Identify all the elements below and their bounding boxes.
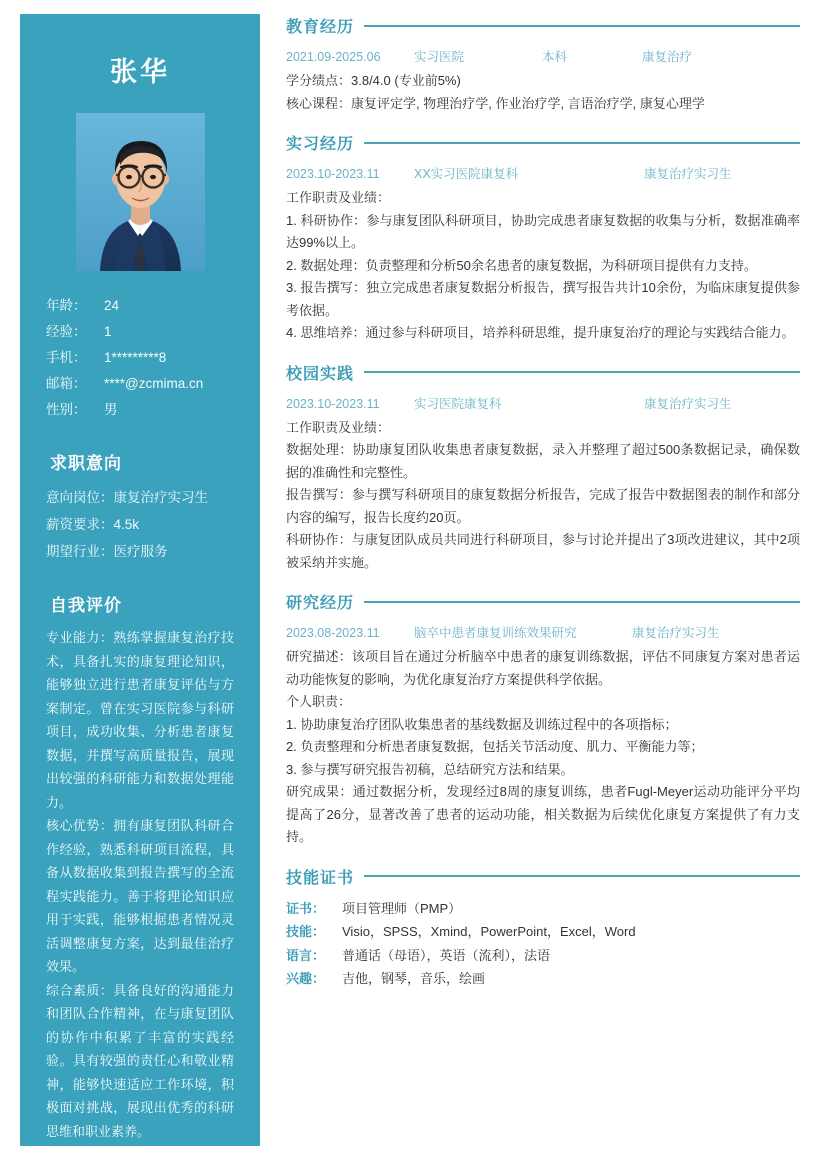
info-label-experience: 经验：	[46, 324, 87, 339]
objective-industry: 期望行业：医疗服务	[46, 544, 168, 559]
objective-position: 意向岗位：康复治疗实习生	[46, 490, 208, 505]
campus-meta-row	[286, 393, 800, 415]
internship-role: 康复治疗实习生	[644, 167, 732, 181]
info-row-experience	[46, 319, 234, 345]
internship-date: 2023.10-2023.11	[286, 167, 380, 181]
personal-info-list	[46, 293, 234, 423]
education-meta-row	[286, 46, 800, 68]
education-degree: 本科	[542, 50, 568, 64]
info-value-age: 24	[104, 298, 120, 313]
skill-row-interest	[286, 967, 800, 991]
research-line-0: 研究描述：该项目旨在通过分析脑卒中患者的康复训练数据，评估不同康复方案对患者运动功能恢复的影响，为优化康复治疗方案提供科学依据。	[286, 649, 800, 687]
research-project: 脑卒中患者康复训练效果研究	[414, 626, 577, 640]
skill-value-interest: 吉他，钢琴，音乐，绘画	[342, 971, 486, 986]
section-title-research: 研究经历	[286, 595, 355, 612]
objective-salary: 薪资要求：4.5k	[46, 517, 140, 532]
campus-org: 实习医院康复科	[414, 396, 502, 411]
education-date: 2021.09-2025.06	[286, 50, 381, 64]
section-research	[286, 590, 800, 849]
skill-value-language: 普通话（母语），英语（流利），法语	[342, 947, 551, 963]
info-row-age	[46, 293, 234, 319]
research-line-5: 研究成果：通过数据分析，发现经过8周的康复训练，患者Fugl-Meyer运动功能评分平均提高了26分，显著改善了患者的运动功能，相关数据为后续优化康复方案提供了有力支持。	[286, 784, 800, 844]
skill-row-certificate	[286, 897, 800, 921]
section-header-skills	[286, 865, 800, 888]
skill-label-software: 技能：	[286, 924, 326, 939]
internship-meta-row	[286, 163, 800, 185]
internship-line-1: 1. 科研协作：参与康复团队科研项目，协助完成患者康复数据的收集与分析，数据准确率达99%以上。	[286, 212, 800, 250]
info-row-gender	[46, 397, 234, 423]
campus-role: 康复治疗实习生	[644, 396, 732, 411]
education-school: 实习医院	[414, 50, 465, 64]
section-rule-campus-practice	[364, 371, 800, 373]
skill-label-interest: 兴趣：	[286, 971, 326, 986]
info-label-age: 年龄：	[46, 298, 87, 313]
campus-line-1: 数据处理：协助康复团队收集患者康复数据，录入并整理了超过500条数据记录，确保数据的准确性和完整性。	[286, 442, 800, 480]
campus-line-0: 工作职责及业绩：	[286, 419, 391, 435]
sidebar	[20, 14, 260, 1146]
internship-line-2: 2. 数据处理：负责整理和分析50余名患者的康复数据，为科研项目提供有力支持。	[286, 257, 757, 273]
skill-row-language	[286, 944, 800, 968]
info-label-phone: 手机：	[46, 350, 87, 365]
info-value-email: ****@zcmima.cn	[104, 376, 204, 391]
self-evaluation-heading: 自我评价	[50, 596, 122, 615]
internship-org: XX实习医院康复科	[414, 167, 519, 181]
internship-line-0: 工作职责及业绩：	[286, 190, 391, 205]
section-rule-education	[364, 25, 800, 27]
section-title-campus-practice: 校园实践	[286, 365, 355, 383]
section-header-education	[286, 14, 800, 37]
education-gpa: 学分绩点：3.8/4.0 (专业前5%)	[286, 73, 461, 88]
info-value-gender: 男	[104, 402, 118, 417]
education-courses: 核心课程：康复评定学, 物理治疗学, 作业治疗学, 言语治疗学, 康复心理学	[286, 95, 705, 111]
research-line-3: 2. 负责整理和分析患者康复数据，包括关节活动度、肌力、平衡能力等；	[286, 739, 704, 754]
info-row-phone	[46, 345, 234, 371]
internship-line-3: 3. 报告撰写：独立完成患者康复数据分析报告，撰写报告共计10余份，为临床康复提供参考依据。	[286, 280, 800, 318]
main-content	[286, 14, 800, 1007]
research-line-4: 3. 参与撰写研究报告初稿，总结研究方法和结果。	[286, 761, 574, 777]
skill-label-language: 语言：	[286, 947, 326, 963]
info-label-email: 邮箱：	[46, 376, 87, 391]
section-header-campus-practice	[286, 361, 800, 384]
self-evaluation-paragraph-3: 综合素质：具备良好的沟通能力和团队合作精神，在与康复团队的协作中积累了丰富的实践经验。具有较强的责任心和敬业精神，能够快速适应工作环境，积极面对挑战，展现出优秀的科研思维和职业素养。	[46, 982, 234, 1139]
avatar	[76, 113, 205, 271]
skill-row-software	[286, 920, 800, 944]
research-line-2: 1. 协助康复治疗团队收集患者的基线数据及训练过程中的各项指标；	[286, 716, 678, 732]
section-title-education: 教育经历	[286, 19, 355, 36]
objective-heading: 求职意向	[50, 454, 122, 473]
section-title-internship: 实习经历	[286, 136, 355, 153]
info-row-email	[46, 371, 234, 397]
skill-label-certificate: 证书：	[286, 900, 326, 916]
section-education	[286, 14, 800, 115]
research-meta-row	[286, 622, 800, 644]
section-header-research	[286, 590, 800, 613]
section-rule-research	[364, 601, 800, 603]
campus-date: 2023.10-2023.11	[286, 396, 380, 411]
research-date: 2023.08-2023.11	[286, 626, 380, 640]
candidate-name: 张华	[110, 57, 170, 87]
section-campus-practice	[286, 361, 800, 575]
internship-line-4: 4. 思维培养：通过参与科研项目，培养科研思维，提升康复治疗的理论与实践结合能力。	[286, 325, 795, 340]
skill-value-software: Visio，SPSS，Xmind，PowerPoint，Excel，Word	[342, 924, 636, 939]
portrait-photo-icon	[76, 113, 205, 271]
section-skills	[286, 865, 800, 991]
self-evaluation-paragraph-1: 专业能力：熟练掌握康复治疗技术，具备扎实的康复理论知识，能够独立进行患者康复评估与方案制定。曾在实习医院参与科研项目，成功收集、分析患者康复数据，并撰写高质量报告，展现出较强的科研能力和数据处理能力。	[46, 630, 234, 810]
education-major: 康复治疗	[642, 50, 693, 64]
research-role: 康复治疗实习生	[632, 626, 720, 640]
research-line-1: 个人职责：	[286, 694, 352, 709]
section-rule-skills	[364, 875, 800, 877]
section-title-skills: 技能证书	[286, 869, 355, 887]
section-internship	[286, 131, 800, 345]
skill-value-certificate: 项目管理师（PMP）	[342, 900, 462, 916]
info-label-gender: 性别：	[46, 402, 87, 417]
campus-line-2: 报告撰写：参与撰写科研项目的康复数据分析报告，完成了报告中数据图表的制作和部分内容的编写，报告长度约20页。	[286, 487, 800, 525]
section-rule-internship	[364, 142, 800, 144]
info-value-phone: 1*********8	[104, 350, 167, 365]
campus-line-3: 科研协作：与康复团队成员共同进行科研项目，参与讨论并提出了3项改进建议，其中2项被采纳并实施。	[286, 532, 800, 570]
self-evaluation-paragraph-2: 核心优势：拥有康复团队科研合作经验，熟悉科研项目流程，具备从数据收集到报告撰写的全流程实践能力。善于将理论知识应用于实践，能够根据患者情况灵活调整康复方案，达到最佳治疗效果。	[46, 818, 234, 974]
section-header-internship	[286, 131, 800, 154]
info-value-experience: 1	[104, 324, 112, 339]
